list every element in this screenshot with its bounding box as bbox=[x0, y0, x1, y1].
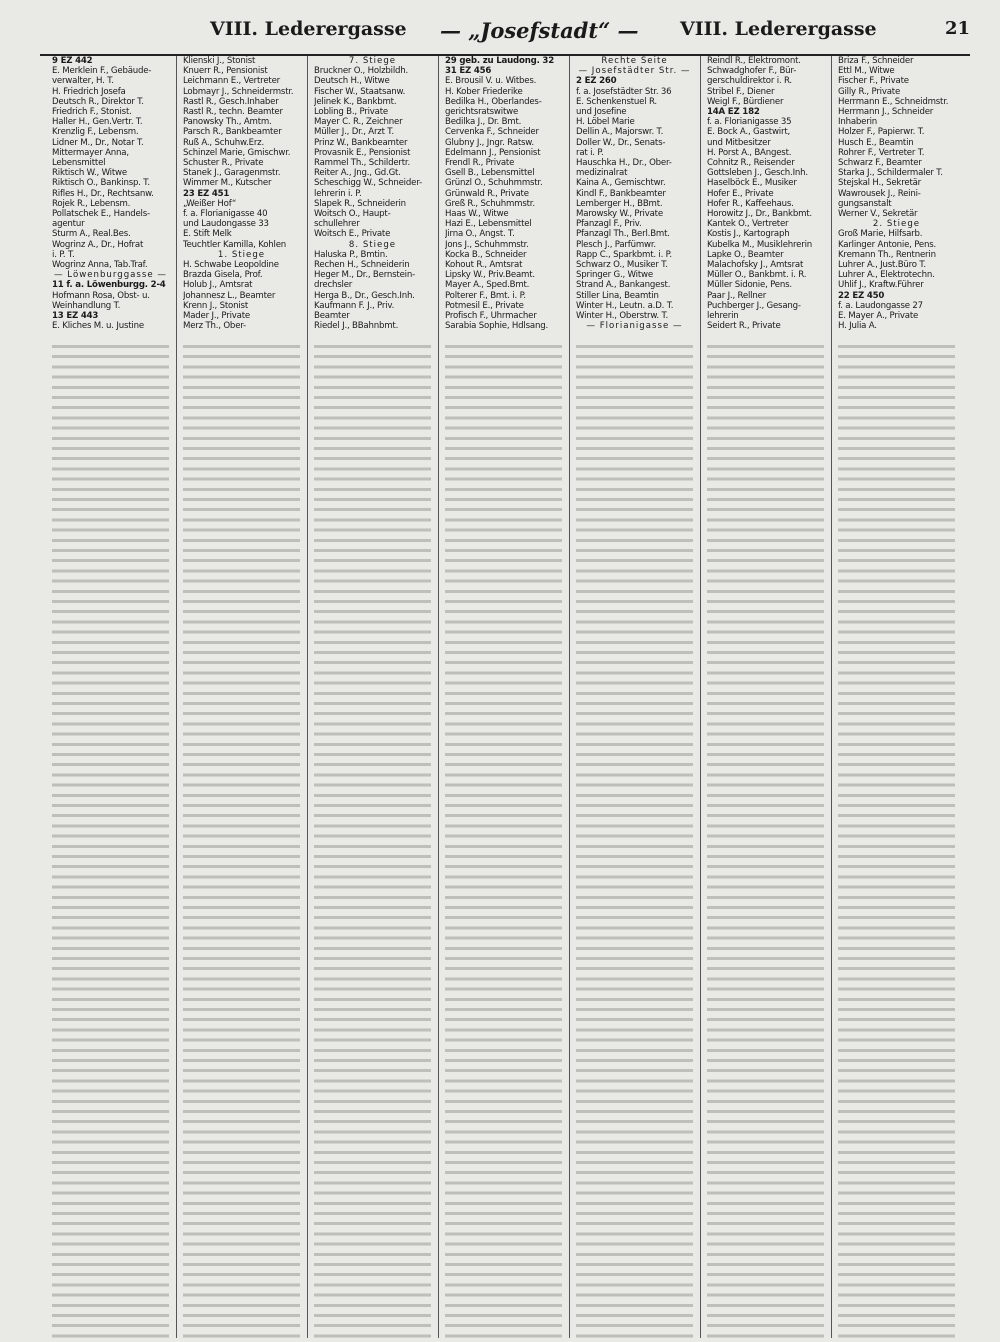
directory-entry: Panowsky Th., Amtm. bbox=[183, 117, 272, 128]
directory-entry: f. a. Laudongasse 27 bbox=[838, 300, 923, 311]
directory-entry: E. Mayer A., Private bbox=[838, 311, 919, 322]
column-divider bbox=[700, 56, 701, 1338]
directory-entry: Hofmann Rosa, Obst- u. bbox=[52, 290, 150, 301]
directory-entry: Rastl R., Gesch.Inhaber bbox=[183, 96, 279, 107]
directory-entry: 9 EZ 442 bbox=[52, 56, 93, 66]
directory-entry: Grünwald R., Private bbox=[445, 188, 529, 199]
directory-entry: gerichtsratswitwe bbox=[445, 107, 519, 118]
directory-entry: Seidert R., Private bbox=[707, 321, 781, 332]
directory-entry: Wogrinz Anna, Tab.Traf. bbox=[52, 260, 148, 271]
directory-entry: Lebensmittel bbox=[52, 158, 106, 169]
directory-entry: Husch E., Beamtin bbox=[838, 137, 914, 148]
directory-entry: H. Julia A. bbox=[838, 321, 877, 332]
directory-entry: 22 EZ 450 bbox=[838, 290, 885, 301]
column-2 bbox=[183, 56, 300, 1338]
directory-entry: Rechte Seite bbox=[601, 56, 668, 66]
column-1 bbox=[52, 56, 169, 1338]
directory-entry: lehrerin bbox=[707, 311, 739, 322]
directory-entry: Winter H., Oberstrw. T. bbox=[576, 311, 669, 322]
directory-entry: Leichmann E., Vertreter bbox=[183, 76, 280, 87]
directory-entry: Gsell B., Lebensmittel bbox=[445, 168, 535, 179]
page-header bbox=[40, 10, 970, 56]
column-3 bbox=[314, 56, 431, 1338]
directory-entry: verwalter, H. T. bbox=[52, 76, 114, 87]
directory-entry: H. Friedrich Josefa bbox=[52, 86, 126, 97]
directory-entry: Springer G., Witwe bbox=[576, 270, 653, 281]
directory-entry: Fischer F., Private bbox=[838, 76, 909, 87]
directory-entry: und Mitbesitzer bbox=[707, 137, 771, 148]
header-street-left: VIII. Lederergasse bbox=[210, 18, 407, 40]
directory-entry: Kaufmann F. J., Priv. bbox=[314, 300, 395, 311]
directory-entry: lehrerin i. P. bbox=[314, 188, 362, 199]
directory-entry: Stanek J., Garagenmstr. bbox=[183, 168, 281, 179]
directory-entry: — Josefstädter Str. — bbox=[578, 66, 691, 77]
header-street-right: VIII. Lederergasse bbox=[680, 18, 877, 40]
column-divider bbox=[831, 56, 832, 1338]
directory-entry: Reiter A., Jng., Gd.Gt. bbox=[314, 168, 401, 179]
directory-entry: Prinz W., Bankbeamter bbox=[314, 137, 408, 148]
directory-entry: Rifles H., Dr., Rechtsanw. bbox=[52, 188, 154, 199]
directory-entry: Greß R., Schuhmmstr. bbox=[445, 198, 535, 209]
directory-entry: Horowitz J., Dr., Bankbmt. bbox=[707, 209, 812, 220]
directory-entry: Malachofsky J., Amtsrat bbox=[707, 260, 804, 271]
directory-entry: Slapek R., Schneiderin bbox=[314, 198, 406, 209]
column-divider bbox=[438, 56, 439, 1338]
directory-entry: Inhaberin bbox=[838, 117, 878, 128]
directory-entry: Ruß A., Schuhw.Erz. bbox=[183, 137, 264, 148]
directory-entry: Lobling B., Private bbox=[314, 107, 389, 118]
directory-entry: Lidner M., Dr., Notar T. bbox=[52, 137, 144, 148]
directory-entry: 11 f. a. Löwenburgg. 2-4 bbox=[52, 280, 166, 291]
directory-entry: E. Merklein F., Gebäude- bbox=[52, 66, 152, 77]
directory-entry: Deutsch R., Direktor T. bbox=[52, 96, 144, 107]
directory-entry: 14A EZ 182 bbox=[707, 107, 760, 118]
directory-entry: Dellin A., Majorswr. T. bbox=[576, 127, 664, 138]
directory-entry: gerschuldirektor i. R. bbox=[707, 76, 792, 87]
directory-entry: Krenzlig F., Lebensm. bbox=[52, 127, 139, 138]
column-divider bbox=[176, 56, 177, 1338]
directory-entry: Luhrer A., Elektrotechn. bbox=[838, 270, 935, 281]
directory-entry: 13 EZ 443 bbox=[52, 311, 99, 322]
directory-entry: Rapp C., Sparkbmt. i. P. bbox=[576, 249, 672, 260]
directory-entry: Woitsch O., Haupt- bbox=[314, 209, 391, 220]
directory-entry: Groß Marie, Hilfsarb. bbox=[838, 229, 923, 240]
directory-entry: Stiller Lina, Beamtin bbox=[576, 290, 659, 301]
directory-entry: 31 EZ 456 bbox=[445, 66, 492, 77]
directory-entry: 2. Stiege bbox=[872, 219, 921, 230]
directory-entry: 8. Stiege bbox=[348, 239, 397, 250]
directory-entry: Fischer W., Staatsanw. bbox=[314, 86, 406, 97]
directory-entry: Hazi E., Lebensmittel bbox=[445, 219, 532, 230]
column-6 bbox=[707, 56, 824, 1338]
directory-entry: Profisch F., Uhrmacher bbox=[445, 311, 537, 322]
directory-entry: Jons J., Schuhmmstr. bbox=[445, 239, 529, 250]
directory-entry: Müller O., Bankbmt. i. R. bbox=[707, 270, 807, 281]
directory-entry: Schwarz O., Musiker T. bbox=[576, 260, 668, 271]
directory-entry: Winter H., Leutn. a.D. T. bbox=[576, 300, 674, 311]
directory-entry: Bruckner O., Holzbildh. bbox=[314, 66, 409, 77]
directory-entry: Müller J., Dr., Arzt T. bbox=[314, 127, 394, 138]
directory-entry: Pollatschek E., Handels- bbox=[52, 209, 150, 220]
directory-entry: Kohout R., Amtsrat bbox=[445, 260, 523, 271]
directory-entry: Polterer F., Bmt. i. P. bbox=[445, 290, 526, 301]
directory-entry: gungsanstalt bbox=[838, 198, 892, 209]
directory-entry: und Josefine bbox=[576, 107, 627, 118]
directory-entry: H. Porst A., BAngest. bbox=[707, 147, 792, 158]
directory-entry: Friedrich F., Stonist. bbox=[52, 107, 132, 118]
directory-columns bbox=[52, 56, 970, 1338]
directory-entry: Provasnik E., Pensionist bbox=[314, 147, 411, 158]
directory-entry: E. Stift Melk bbox=[183, 229, 232, 240]
directory-entry: Potmesil E., Private bbox=[445, 300, 524, 311]
directory-entry: Kubelka M., Musiklehrerin bbox=[707, 239, 813, 250]
directory-entry: f. a. Florianigasse 35 bbox=[707, 117, 792, 128]
directory-entry: Gottsleben J., Gesch.Inh. bbox=[707, 168, 808, 179]
directory-entry: Gilly R., Private bbox=[838, 86, 901, 97]
directory-entry: Kocka B., Schneider bbox=[445, 249, 527, 260]
directory-entry: Kostis J., Kartograph bbox=[707, 229, 790, 240]
directory-entry: Kaina A., Gemischtwr. bbox=[576, 178, 666, 189]
directory-entry: Haluska P., Bmtin. bbox=[314, 249, 388, 260]
directory-entry: Riktisch O., Bankinsp. T. bbox=[52, 178, 150, 189]
directory-entry: 1. Stiege bbox=[217, 249, 266, 260]
directory-entry: Herrmann E., Schneidmstr. bbox=[838, 96, 949, 107]
directory-entry: H. Löbel Marie bbox=[576, 117, 635, 128]
directory-entry: Mayer A., Sped.Bmt. bbox=[445, 280, 530, 291]
directory-entry: Krenn J., Stonist bbox=[183, 300, 248, 311]
directory-entry: Lobmayr J., Schneidermstr. bbox=[183, 86, 294, 97]
directory-entry: Haller H., Gen.Vertr. T. bbox=[52, 117, 143, 128]
directory-entry: und Laudongasse 33 bbox=[183, 219, 269, 230]
directory-entry: Kindl F., Bankbeamter bbox=[576, 188, 666, 199]
directory-entry: medizinalrat bbox=[576, 168, 628, 179]
directory-entry: Knuerr R., Pensionist bbox=[183, 66, 268, 77]
directory-entry: „Weißer Hof“ bbox=[183, 198, 237, 209]
directory-entry: Schwadghofer F., Bür- bbox=[707, 66, 797, 77]
directory-entry: Kantek O., Vertreter bbox=[707, 219, 789, 230]
directory-entry: Cervenka F., Schneider bbox=[445, 127, 539, 138]
directory-entry: — Löwenburggasse — bbox=[53, 270, 167, 281]
directory-entry: Jelinek K., Bankbmt. bbox=[314, 96, 397, 107]
directory-entry: i. P. T. bbox=[52, 249, 75, 260]
directory-entry: H. Schwabe Leopoldine bbox=[183, 260, 279, 271]
directory-entry: Parsch R., Bankbeamter bbox=[183, 127, 282, 138]
header-district: — „Josefstadt“ — bbox=[440, 18, 639, 43]
directory-entry: Mayer C. R., Zeichner bbox=[314, 117, 403, 128]
column-7 bbox=[838, 56, 955, 1338]
directory-entry: Kremann Th., Rentnerin bbox=[838, 249, 936, 260]
directory-entry: E. Kliches M. u. Justine bbox=[52, 321, 144, 332]
directory-entry: Klienski J., Stonist bbox=[183, 56, 256, 66]
directory-entry: Mader J., Private bbox=[183, 311, 250, 322]
directory-entry: Haas W., Witwe bbox=[445, 209, 509, 220]
directory-entry: rat i. P. bbox=[576, 147, 604, 158]
directory-entry: Rojek R., Lebensm. bbox=[52, 198, 131, 209]
directory-entry: Holzer F., Papierwr. T. bbox=[838, 127, 925, 138]
directory-entry: Deutsch H., Witwe bbox=[314, 76, 390, 87]
directory-entry: Heger M., Dr., Bernstein- bbox=[314, 270, 416, 281]
column-5 bbox=[576, 56, 693, 1338]
directory-entry: Pfanzagl Th., Berl.Bmt. bbox=[576, 229, 670, 240]
directory-entry: Ettl M., Witwe bbox=[838, 66, 895, 77]
directory-entry: Stejskal H., Sekretär bbox=[838, 178, 922, 189]
page-number: 21 bbox=[944, 18, 970, 39]
directory-entry: Weigl F., Bürdiener bbox=[707, 96, 784, 107]
directory-entry: Jirna O., Angst. T. bbox=[445, 229, 515, 240]
directory-entry: Starka J., Schildermaler T. bbox=[838, 168, 943, 179]
directory-entry: Stribel F., Diener bbox=[707, 86, 775, 97]
directory-entry: Müller Sidonie, Pens. bbox=[707, 280, 792, 291]
directory-entry: Edelmann J., Pensionist bbox=[445, 147, 541, 158]
directory-entry: Herga B., Dr., Gesch.Inh. bbox=[314, 290, 415, 301]
directory-entry: E. Bock A., Gastwirt, bbox=[707, 127, 791, 138]
directory-entry: Mittermayer Anna, bbox=[52, 147, 129, 158]
directory-entry: f. a. Florianigasse 40 bbox=[183, 209, 268, 220]
directory-entry: Hauschka H., Dr., Ober- bbox=[576, 158, 672, 169]
directory-entry: Rechen H., Schneiderin bbox=[314, 260, 410, 271]
directory-entry: Paar J., Rellner bbox=[707, 290, 767, 301]
directory-entry: 23 EZ 451 bbox=[183, 188, 230, 199]
directory-entry: 2 EZ 260 bbox=[576, 76, 617, 87]
directory-entry: Merz Th., Ober- bbox=[183, 321, 246, 332]
directory-entry: Reindl R., Elektromont. bbox=[707, 56, 801, 66]
directory-entry: E. Schenkenstuel R. bbox=[576, 96, 657, 107]
directory-entry: Rammel Th., Schildertr. bbox=[314, 158, 411, 169]
directory-entry: Schwarz F., Beamter bbox=[838, 158, 922, 169]
directory-entry: Wawrousek J., Reini- bbox=[838, 188, 921, 199]
directory-entry: 29 geb. zu Laudong. 32 bbox=[445, 56, 554, 66]
directory-entry: Schinzel Marie, Gmischwr. bbox=[183, 147, 291, 158]
directory-entry: Schuster R., Private bbox=[183, 158, 264, 169]
directory-entry: Riktisch W., Witwe bbox=[52, 168, 127, 179]
directory-entry: Haselböck E., Musiker bbox=[707, 178, 797, 189]
directory-entry: drechsler bbox=[314, 280, 353, 291]
directory-entry: Woitsch E., Private bbox=[314, 229, 391, 240]
directory-entry: Plesch J., Parfümwr. bbox=[576, 239, 656, 250]
directory-entry: f. a. Josefstädter Str. 36 bbox=[576, 86, 672, 97]
directory-entry: Lemberger H., BBmt. bbox=[576, 198, 663, 209]
directory-entry: Herrmann J., Schneider bbox=[838, 107, 934, 118]
directory-entry: Uhlif J., Kraftw.Führer bbox=[838, 280, 924, 291]
directory-entry: Hofer R., Kaffeehaus. bbox=[707, 198, 794, 209]
directory-entry: Cohnitz R., Reisender bbox=[707, 158, 795, 169]
directory-entry: Karlinger Antonie, Pens. bbox=[838, 239, 937, 250]
directory-entry: Bedilka H., Oberlandes- bbox=[445, 96, 542, 107]
directory-entry: Rohrer F., Vertreter T. bbox=[838, 147, 925, 158]
directory-entry: Glubny J., Jngr. Ratsw. bbox=[445, 137, 534, 148]
directory-entry: Rastl R., techn. Beamter bbox=[183, 107, 283, 118]
column-divider bbox=[569, 56, 570, 1338]
directory-entry: 7. Stiege bbox=[348, 56, 397, 66]
column-4 bbox=[445, 56, 562, 1338]
directory-entry: Bedilka J., Dr. Bmt. bbox=[445, 117, 522, 128]
directory-entry: H. Kober Friederike bbox=[445, 86, 523, 97]
directory-entry: Brazda Gisela, Prof. bbox=[183, 270, 263, 281]
directory-entry: Werner V., Sekretär bbox=[838, 209, 918, 220]
directory-entry: — Florianigasse — bbox=[586, 321, 683, 332]
directory-entry: Pfanzagl F., Priv. bbox=[576, 219, 642, 230]
directory-entry: Hofer E., Private bbox=[707, 188, 774, 199]
directory-entry: Lipsky W., Priv.Beamt. bbox=[445, 270, 535, 281]
directory-entry: Strand A., Bankangest. bbox=[576, 280, 671, 291]
directory-entry: agentur bbox=[52, 219, 85, 230]
directory-entry: E. Brousil V. u. Witbes. bbox=[445, 76, 537, 87]
directory-entry: Weinhandlung T. bbox=[52, 300, 121, 311]
directory-entry: Puchberger J., Gesang- bbox=[707, 300, 801, 311]
directory-entry: schullehrer bbox=[314, 219, 360, 230]
directory-entry: Johannesz L., Beamter bbox=[183, 290, 276, 301]
directory-entry: Briza F., Schneider bbox=[838, 56, 914, 66]
directory-entry: Wimmer M., Kutscher bbox=[183, 178, 272, 189]
directory-entry: Frendl R., Private bbox=[445, 158, 515, 169]
directory-entry: Scheschigg W., Schneider- bbox=[314, 178, 422, 189]
directory-entry: Riedel J., BBahnbmt. bbox=[314, 321, 399, 332]
directory-entry: Sarabia Sophie, Hdlsang. bbox=[445, 321, 548, 332]
directory-entry: Grünzl O., Schuhmmstr. bbox=[445, 178, 543, 189]
directory-entry: Lapke O., Beamter bbox=[707, 249, 784, 260]
directory-entry: Beamter bbox=[314, 311, 350, 322]
column-divider bbox=[307, 56, 308, 1338]
directory-entry: Teuchtler Kamilla, Kohlen bbox=[183, 239, 287, 250]
directory-entry: Sturm A., Real.Bes. bbox=[52, 229, 131, 240]
directory-entry: Luhrer A., Just.Büro T. bbox=[838, 260, 926, 271]
directory-entry: Marowsky W., Private bbox=[576, 209, 663, 220]
directory-entry: Wogrinz A., Dr., Hofrat bbox=[52, 239, 144, 250]
directory-entry: Doller W., Dr., Senats- bbox=[576, 137, 666, 148]
directory-entry: Holub J., Amtsrat bbox=[183, 280, 253, 291]
